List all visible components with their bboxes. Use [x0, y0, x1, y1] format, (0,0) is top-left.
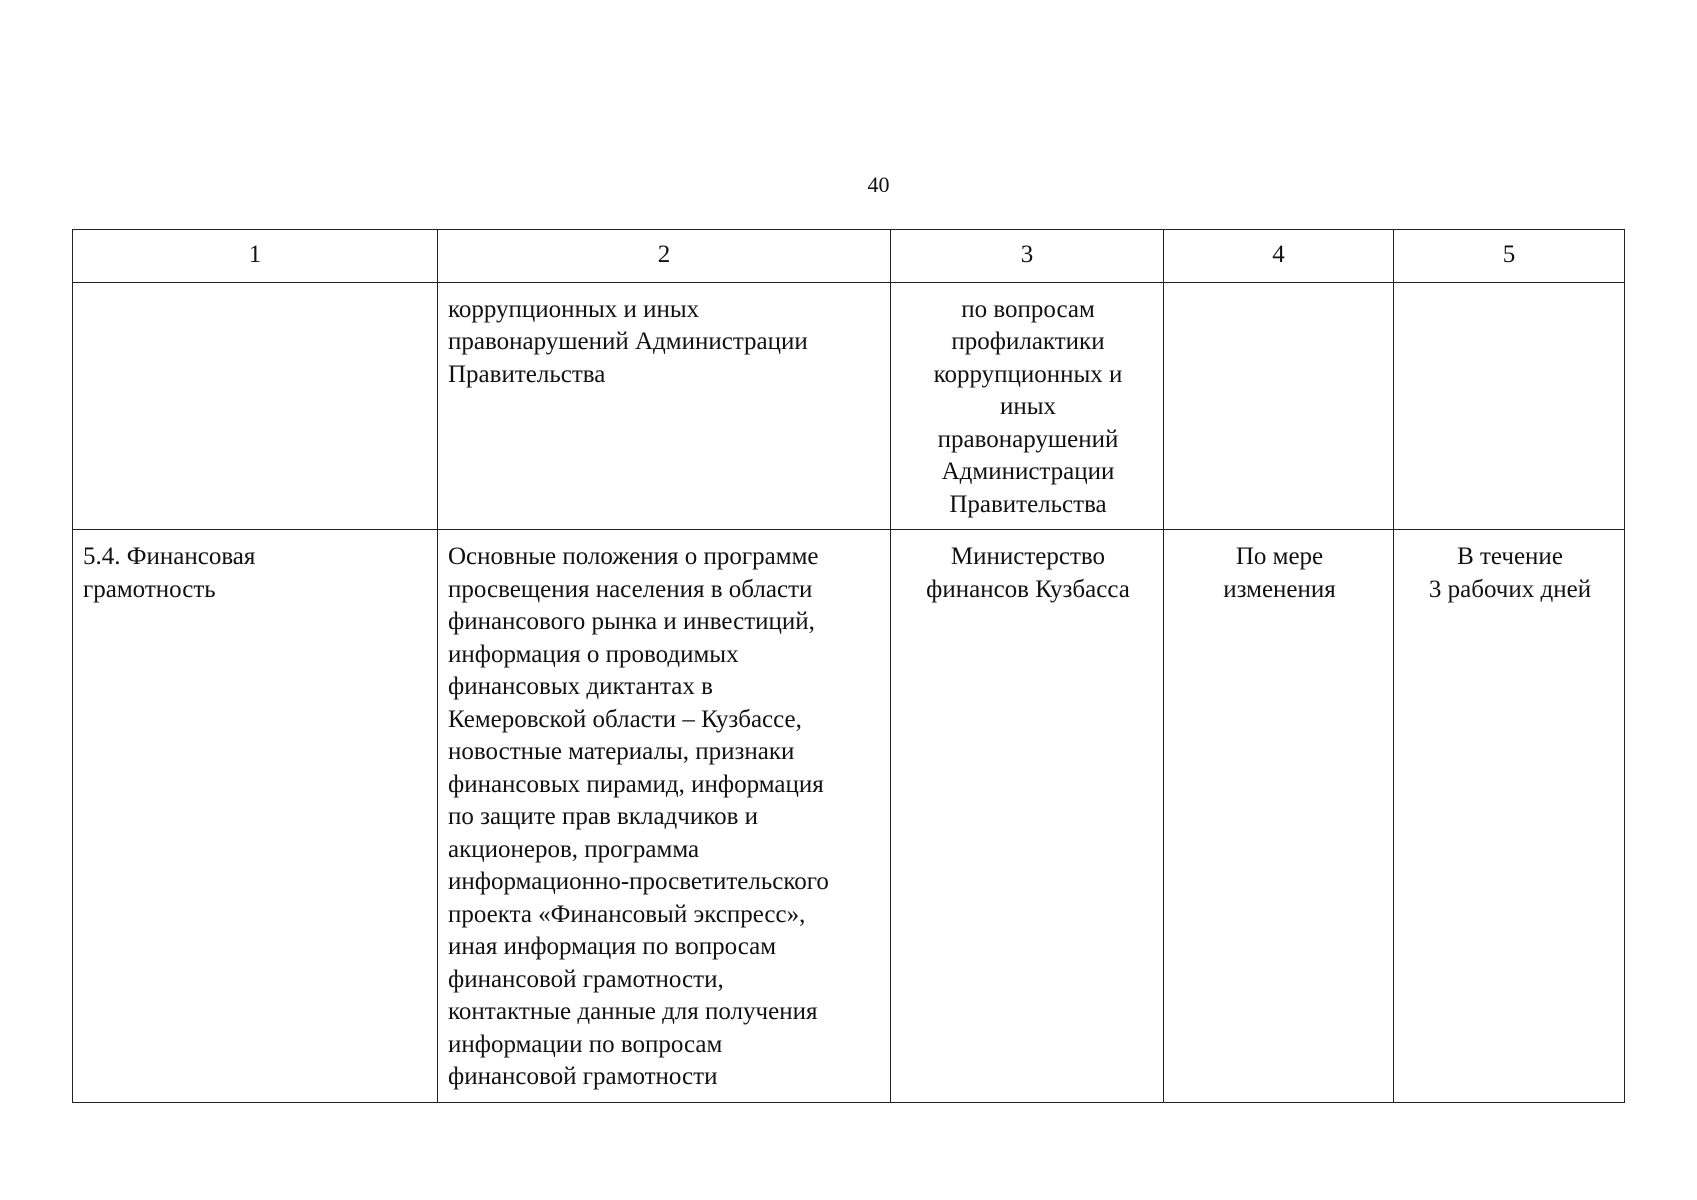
column-header-5: 5	[1394, 230, 1625, 283]
table-cell-content: коррупционных и иных правонарушений Администрации Правительства	[438, 282, 891, 530]
table-cell-deadline	[1394, 282, 1625, 530]
document-table	[72, 229, 1625, 1103]
table-row	[73, 282, 1625, 530]
page-number: 40	[867, 172, 890, 197]
column-header-4: 4	[1164, 230, 1394, 283]
table-cell-frequency: По мере изменения	[1164, 530, 1394, 1103]
table-cell-deadline: В течение 3 рабочих дней	[1394, 530, 1625, 1103]
table-row	[73, 530, 1625, 1103]
table-cell-frequency	[1164, 282, 1394, 530]
column-header-1: 1	[73, 230, 438, 283]
table-cell-section: 5.4. Финансовая грамотность	[73, 530, 438, 1103]
table-cell-content: Основные положения о программе просвещения населения в области финансового рынка и инвестиций, информация о проводимых финансовых диктантах в Кемеровской области – Кузбассе, новостные материалы, признаки финансовых пирамид, информация по защите прав вкладчиков и акционеров, программа информационно-просветительского проекта «Финансовый экспресс», иная информация по вопросам финансовой грамотности, контактные данные для получения информации по вопросам финансовой грамотности	[438, 530, 891, 1103]
column-header-3: 3	[891, 230, 1164, 283]
column-header-2: 2	[438, 230, 891, 283]
table-cell-responsible: Министерство финансов Кузбасса	[891, 530, 1164, 1103]
table-cell-section	[73, 282, 438, 530]
table-cell-responsible: по вопросам профилактики коррупционных и иных правонарушений Администрации Правительства	[891, 282, 1164, 530]
table-header-row	[73, 230, 1625, 283]
